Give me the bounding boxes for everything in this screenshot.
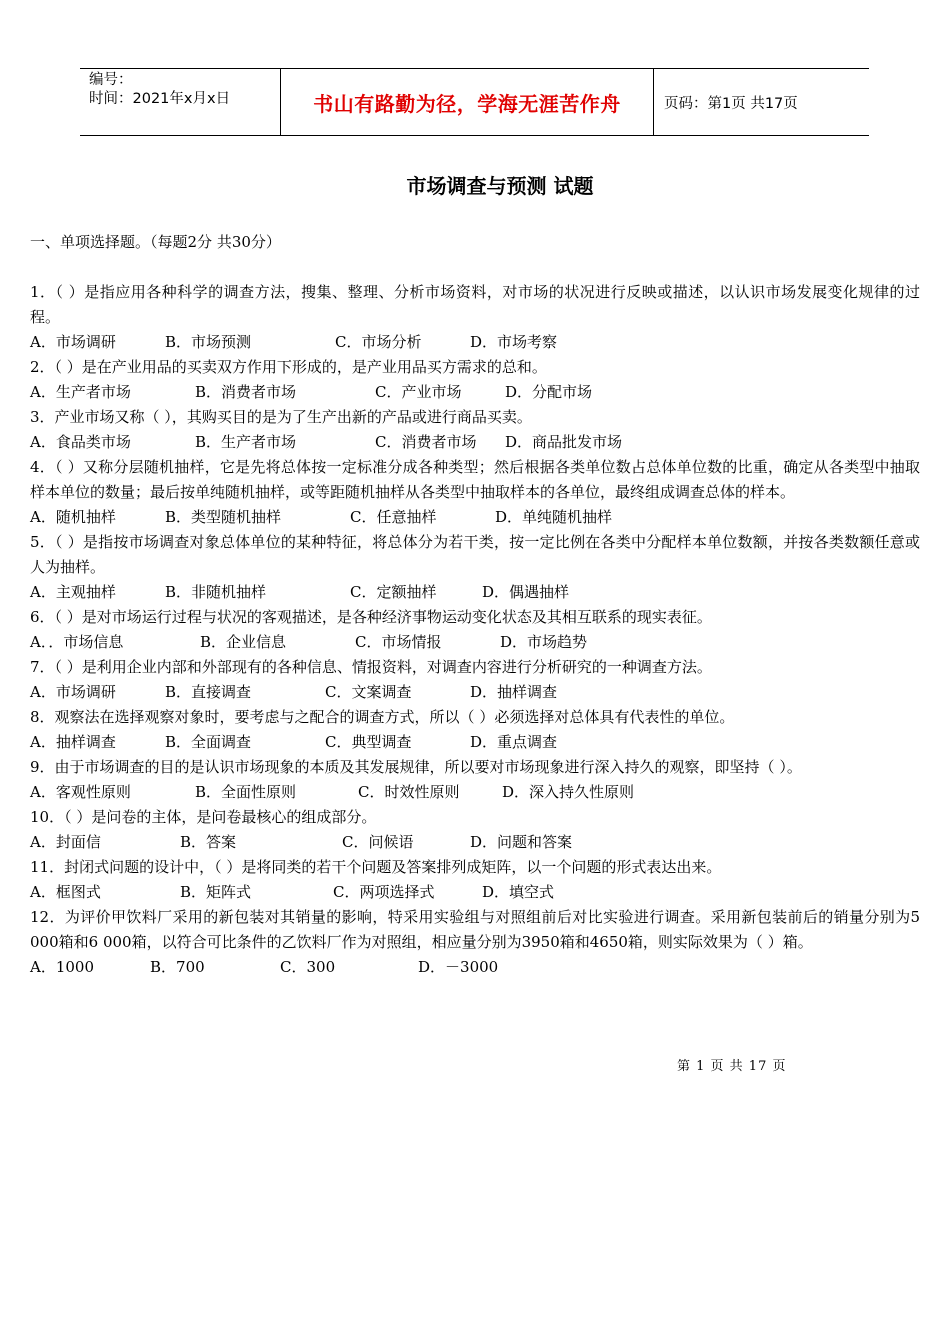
question-text: 6．（ ）是对市场运行过程与状况的客观描述，是各种经济事物运动变化状态及其相互联系的现实表征。: [30, 608, 712, 626]
option-c: C．问候语: [342, 833, 414, 851]
question-text: 8．观察法在选择观察对象时，要考虑与之配合的调查方式，所以（ ）必须选择对总体具有代表性的单位。: [30, 708, 735, 726]
option-a: A．1000: [30, 958, 95, 976]
option-a: A．市场调研: [30, 333, 116, 351]
question-text: 12．为评价甲饮料厂采用的新包装对其销量的影响，特采用实验组与对照组前后对比实验进行调查。采用新包装前后的销量分别为5 000箱和6 000箱，以符合可比条件的乙饮料厂作为对照组，相应量分别为3950箱和4650箱，则实际效果为（ ）箱。: [30, 908, 920, 951]
question-text: 10．（ ）是问卷的主体，是问卷最核心的组成部分。: [30, 808, 377, 826]
option-row: [30, 630, 920, 655]
question-item: [30, 605, 920, 655]
option-d: D．深入持久性原则: [502, 783, 635, 801]
question-item: [30, 530, 920, 605]
option-d: D．抽样调查: [470, 683, 558, 701]
option-a: A．市场调研: [30, 683, 116, 701]
question-text: 2．（ ）是在产业用品的买卖双方作用下形成的，是产业用品买方需求的总和。: [30, 358, 547, 376]
option-row: [30, 330, 920, 355]
option-c: C．市场情报: [355, 633, 442, 651]
option-a: A．随机抽样: [30, 508, 116, 526]
option-row: [30, 955, 920, 980]
option-row: [30, 730, 920, 755]
question-text: 4．（ ）又称分层随机抽样，它是先将总体按一定标准分成各种类型；然后根据各类单位数占总体单位数的比重，确定从各类型中抽取样本单位的数量；最后按单纯随机抽样，或等距随机抽样从各类型中抽取样本的各单位，最终组成调查总体的样本。: [30, 458, 920, 501]
question-text: 5．（ ）是指按市场调查对象总体单位的某种特征，将总体分为若干类，按一定比例在各类中分配样本单位数额，并按各类数额任意或人为抽样。: [30, 533, 920, 576]
option-row: [30, 680, 920, 705]
header-meta: [80, 69, 281, 135]
option-c: C．消费者市场: [375, 433, 477, 451]
option-c: C．时效性原则: [358, 783, 460, 801]
page-footer: 第 1 页 共 17 页: [677, 1059, 787, 1074]
option-d: D．市场考察: [470, 333, 558, 351]
question-text: 3．产业市场又称（ ），其购买目的是为了生产出新的产品或进行商品买卖。: [30, 408, 532, 426]
option-d: D．分配市场: [505, 383, 593, 401]
question-text: 7．（ ）是利用企业内部和外部现有的各种信息、情报资料，对调查内容进行分析研究的一种调查方法。: [30, 658, 712, 676]
question-item: [30, 455, 920, 530]
option-row: [30, 430, 920, 455]
question-item: [30, 755, 920, 805]
option-d: D．单纯随机抽样: [495, 508, 613, 526]
option-b: B．直接调查: [165, 683, 252, 701]
option-row: [30, 780, 920, 805]
option-a: A．抽样调查: [30, 733, 116, 751]
option-row: [30, 380, 920, 405]
option-a: A．食品类市场: [30, 433, 131, 451]
document-header: [80, 68, 869, 136]
option-b: B．非随机抽样: [165, 583, 267, 601]
option-b: B．700: [150, 958, 205, 976]
option-c: C．市场分析: [335, 333, 422, 351]
option-d: D．商品批发市场: [505, 433, 623, 451]
option-b: B．市场预测: [165, 333, 252, 351]
option-a: A．客观性原则: [30, 783, 131, 801]
section-title: 一、单项选择题。（每题2分 共30分）: [30, 233, 281, 251]
question-item: [30, 405, 920, 455]
option-d: D．问题和答案: [470, 833, 573, 851]
option-a: A．框图式: [30, 883, 101, 901]
option-d: D．填空式: [482, 883, 555, 901]
question-item: [30, 855, 920, 905]
option-b: B．答案: [180, 833, 237, 851]
document-number-label: 编号：: [89, 72, 133, 88]
exam-title: 市场调查与预测 试题: [406, 174, 594, 198]
option-b: B．类型随机抽样: [165, 508, 282, 526]
header-page-code: 页码：第1页 共17页: [664, 95, 798, 112]
option-a: A．封面信: [30, 833, 101, 851]
question-text: 9．由于市场调查的目的是认识市场现象的本质及其发展规律，所以要对市场现象进行深入持久的观察，即坚持（ ）。: [30, 758, 802, 776]
option-d: D．市场趋势: [500, 633, 588, 651]
question-item: [30, 280, 920, 355]
option-a: A．主观抽样: [30, 583, 116, 601]
option-c: C．两项选择式: [333, 883, 435, 901]
document-time-label: 时间：2021年x月x日: [89, 91, 231, 107]
option-b: B．全面性原则: [195, 783, 297, 801]
option-c: C．300: [280, 958, 336, 976]
option-d: D．偶遇抽样: [482, 583, 570, 601]
option-b: B．消费者市场: [195, 383, 297, 401]
question-item: [30, 655, 920, 705]
option-row: [30, 880, 920, 905]
option-c: C．文案调查: [325, 683, 412, 701]
question-item: [30, 705, 920, 755]
question-item: [30, 355, 920, 405]
option-a: A．生产者市场: [30, 383, 131, 401]
option-d: D．重点调查: [470, 733, 558, 751]
option-row: [30, 830, 920, 855]
option-b: B．生产者市场: [195, 433, 297, 451]
question-item: [30, 805, 920, 855]
question-list: [30, 280, 920, 980]
option-c: C．任意抽样: [350, 508, 437, 526]
option-b: B．企业信息: [200, 633, 287, 651]
option-c: C．产业市场: [375, 383, 462, 401]
option-a: A．．市场信息: [30, 633, 124, 651]
exam-content: [30, 230, 920, 980]
header-motto: 书山有路勤为径，学海无涯苦作舟: [281, 69, 654, 135]
question-text: 1．（ ）是指应用各种科学的调查方法，搜集、整理、分析市场资料，对市场的状况进行反映或描述，以认识市场发展变化规律的过程。: [30, 283, 920, 326]
option-row: [30, 580, 920, 605]
option-b: B．全面调查: [165, 733, 252, 751]
option-row: [30, 505, 920, 530]
question-text: 11．封闭式问题的设计中，（ ）是将同类的若干个问题及答案排列成矩阵，以一个问题的形式表达出来。: [30, 858, 722, 876]
option-c: C．典型调查: [325, 733, 412, 751]
option-b: B．矩阵式: [180, 883, 252, 901]
option-c: C．定额抽样: [350, 583, 437, 601]
option-d: D．－3000: [418, 958, 499, 976]
question-item: [30, 905, 920, 980]
